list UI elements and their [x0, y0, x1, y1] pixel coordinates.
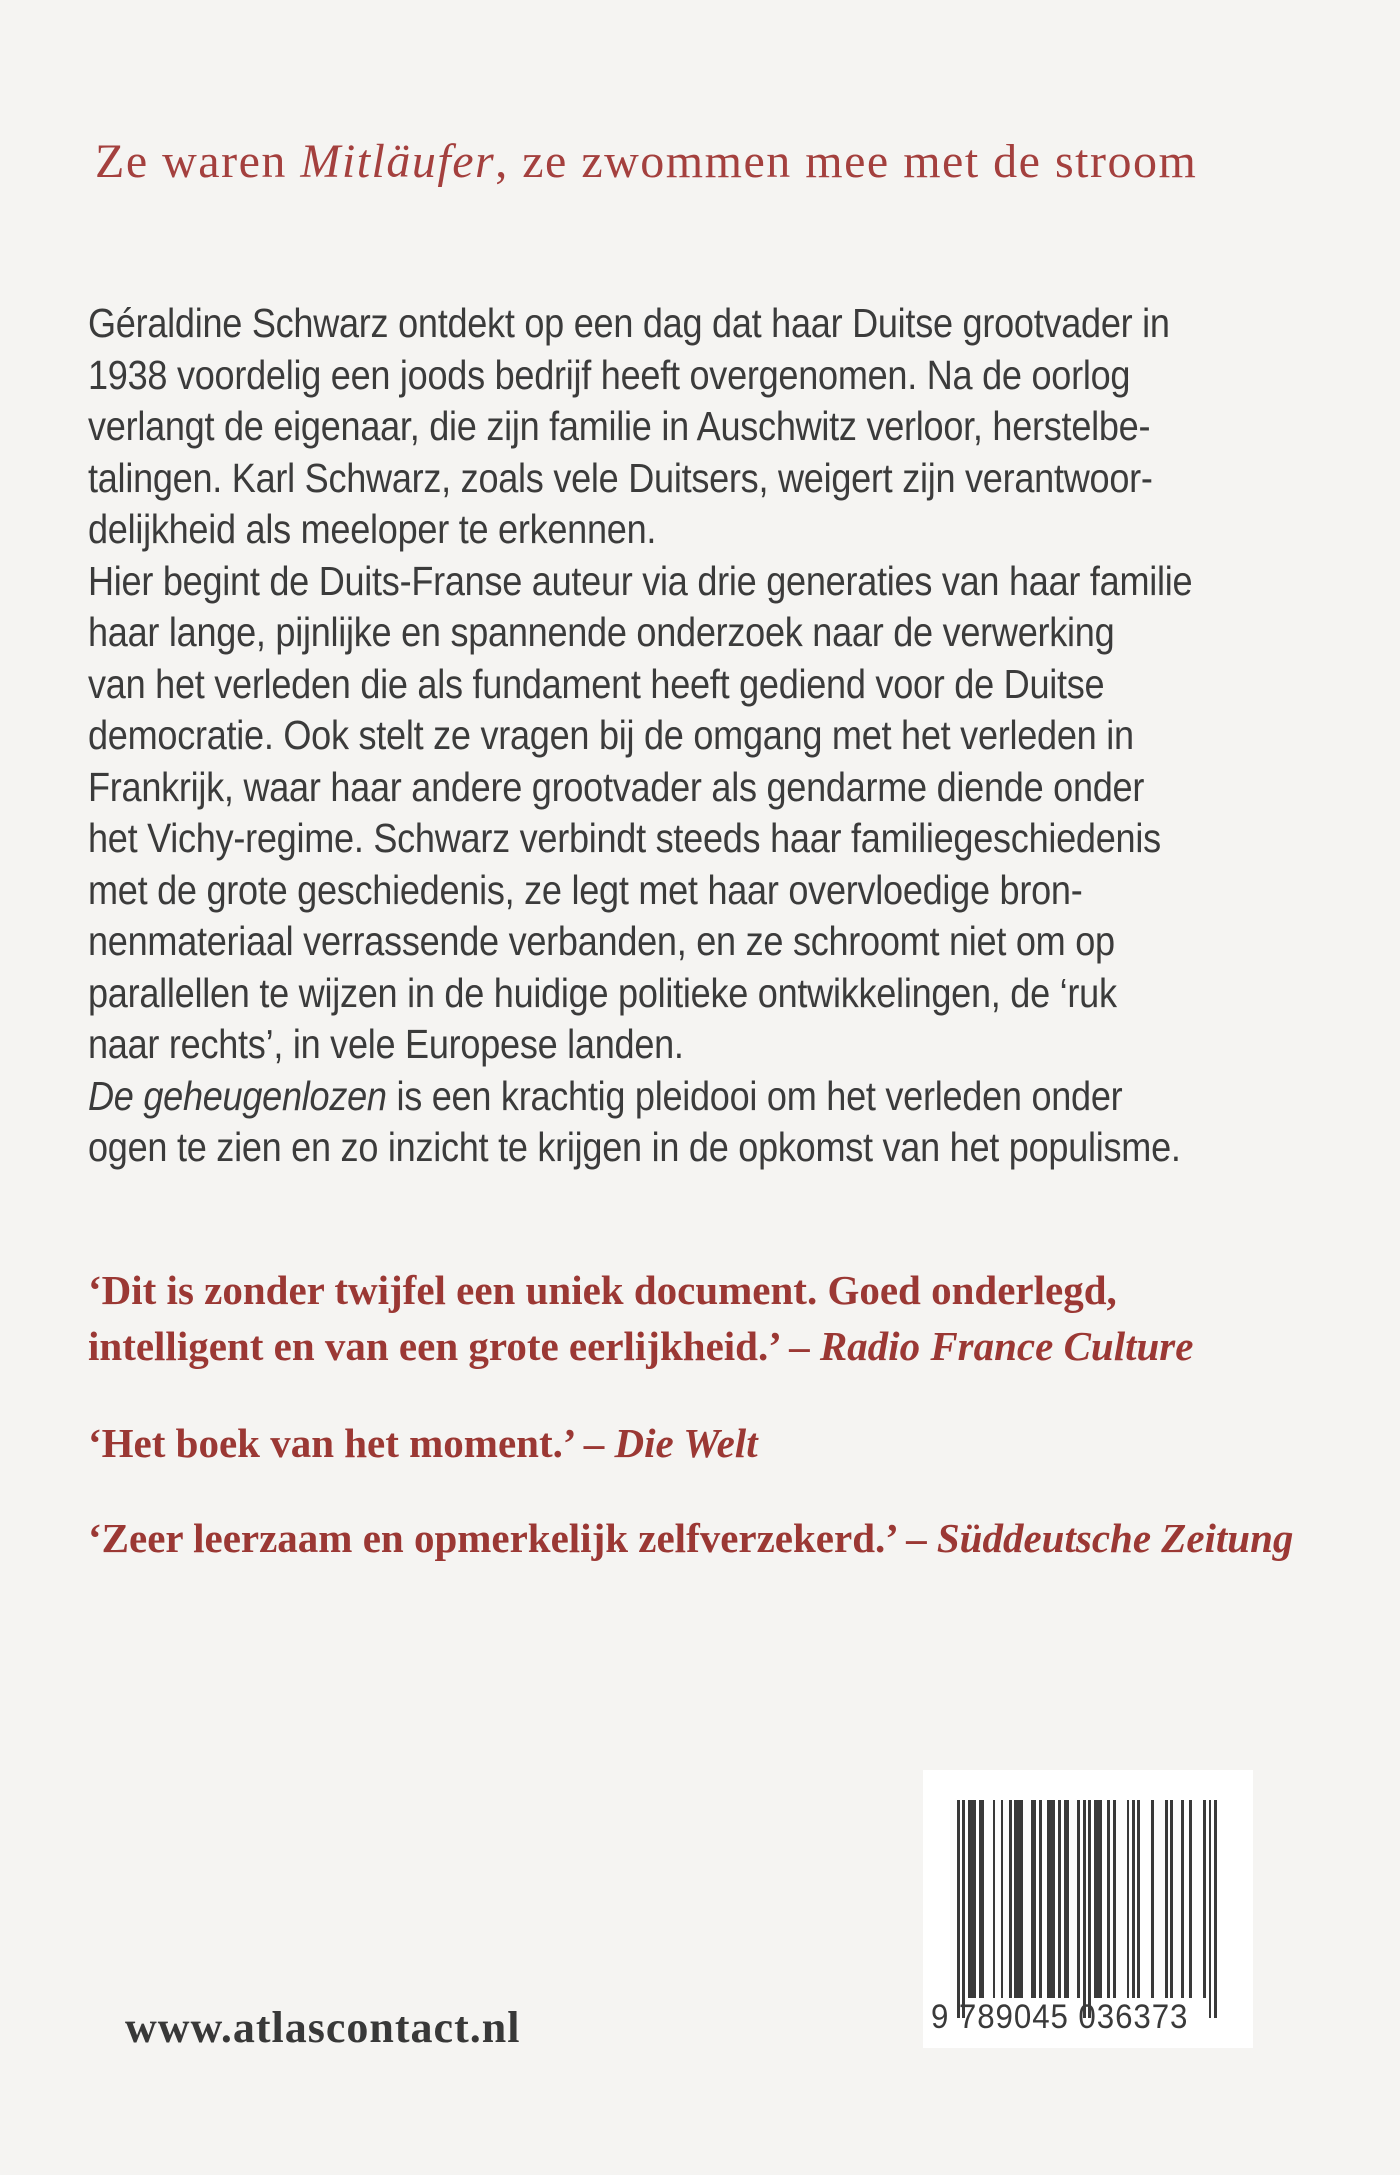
text-segment: parallellen te wijzen in de huidige politieke ontwikkelingen, de ‘ruk	[88, 969, 1117, 1016]
text-line	[88, 607, 1192, 659]
text-segment: ‘Dit is zonder twijfel een uniek document. Goed onderlegd,	[88, 1267, 1117, 1313]
tagline	[95, 136, 1197, 188]
text-segment: haar lange, pijnlijke en spannende onderzoek naar de verwerking	[88, 609, 1115, 655]
text-line	[88, 659, 1192, 711]
text-line	[88, 968, 1192, 1020]
text-line	[88, 556, 1192, 608]
text-line	[88, 813, 1192, 865]
text-segment: Die Welt	[614, 1420, 758, 1466]
press-quote-die-welt	[88, 1415, 758, 1471]
text-line	[88, 916, 1192, 968]
text-segment: intelligent en van een grote eerlijkheid.’ –	[88, 1323, 820, 1369]
text-line	[88, 1415, 758, 1471]
text-line	[88, 350, 1192, 402]
isbn-number: 9 789045 036373	[931, 1998, 1189, 2036]
text-segment: Hier begint de Duits-Franse auteur via drie generaties van haar familie	[88, 557, 1193, 604]
text-line	[88, 453, 1192, 505]
text-line	[88, 710, 1192, 762]
text-segment: het Vichy-regime. Schwarz verbindt steeds haar familiegeschiedenis	[88, 815, 1161, 861]
text-segment: De geheugenlozen	[88, 1072, 387, 1119]
text-line	[95, 136, 1197, 188]
press-quote-sueddeutsche-zeitung	[88, 1510, 1293, 1566]
text-line	[88, 1071, 1192, 1123]
text-segment: naar rechts’, in vele Europese landen.	[88, 1021, 684, 1067]
text-line	[88, 1318, 1193, 1374]
text-segment: Süddeutsche Zeitung	[936, 1515, 1294, 1561]
barcode	[923, 1770, 1253, 2048]
text-segment: delijkheid als meeloper te erkennen.	[88, 506, 657, 552]
barcode-bars	[957, 1800, 1217, 2018]
text-segment: Géraldine Schwarz ontdekt op een dag dat haar Duitse grootvader in	[88, 300, 1170, 346]
text-segment: talingen. Karl Schwarz, zoals vele Duitsers, weigert zijn verantwoor-	[88, 454, 1153, 501]
text-segment: verlangt de eigenaar, die zijn familie in Auschwitz verloor, herstelbe-	[88, 403, 1151, 449]
publisher-website-url: www.atlascontact.nl	[125, 2003, 521, 2052]
text-line	[88, 1019, 1192, 1071]
text-segment: Mitläufer	[300, 135, 496, 188]
text-line	[88, 504, 1192, 556]
text-segment: Ze waren	[95, 135, 301, 188]
text-segment: is een krachtig pleidooi om het verleden onder	[386, 1072, 1123, 1119]
text-segment: van het verleden die als fundament heeft gediend voor de Duitse	[88, 660, 1105, 707]
text-line	[88, 1262, 1193, 1318]
text-segment: 1938 voordelig een joods bedrijf heeft overgenomen. Na de oorlog	[88, 351, 1131, 398]
text-segment: democratie. Ook stelt ze vragen bij de omgang met het verleden in	[88, 712, 1134, 758]
text-line	[88, 401, 1192, 453]
synopsis-text	[88, 298, 1343, 1174]
text-line	[88, 1122, 1192, 1174]
text-segment: nenmateriaal verrassende verbanden, en ze schroomt niet om op	[88, 918, 1115, 964]
text-segment: ogen te zien en zo inzicht te krijgen in de opkomst van het populisme.	[88, 1124, 1181, 1170]
text-segment: Frankrijk, waar haar andere grootvader als gendarme diende onder	[88, 763, 1145, 810]
text-line	[88, 762, 1192, 814]
text-segment: Radio France Culture	[819, 1323, 1194, 1369]
text-segment: met de grote geschiedenis, ze legt met haar overvloedige bron-	[88, 866, 1083, 913]
text-line	[88, 1510, 1293, 1566]
press-quote-radio-france-culture	[88, 1262, 1193, 1374]
text-segment: ‘Zeer leerzaam en opmerkelijk zelfverzekerd.’ –	[88, 1515, 937, 1561]
text-segment: , ze zwommen mee met de stroom	[495, 135, 1198, 188]
text-segment: ‘Het boek van het moment.’ –	[88, 1420, 615, 1466]
barcode-module	[1214, 1800, 1217, 2018]
text-line	[88, 865, 1192, 917]
text-line	[88, 298, 1192, 350]
